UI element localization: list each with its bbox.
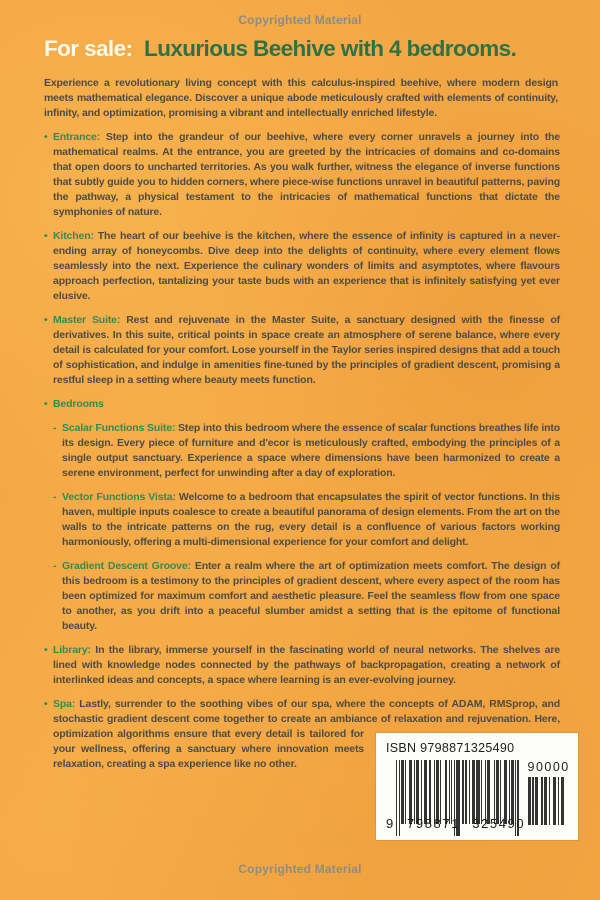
ean13-barcode-bars — [396, 760, 519, 824]
isbn-digits: 9 798871 325490 — [386, 816, 526, 831]
section-text: Lastly, surrender to the soothing vibes of our spa, where the concepts of ADAM, RMSprop, and stochastic gradient descent come together to create an ambiance of relaxation and rejuvenation. Here, — [53, 698, 560, 725]
section-text: In the library, immerse yourself in the fascinating world of neural networks. The shelves are lined with knowledge nodes connected by the pathways of backpropagation, creating a network of interlinked ideas and concepts, a space where learning is an ever-evolving journey. — [53, 644, 560, 686]
section-master-suite — [44, 313, 560, 388]
section-heading: Vector Functions Vista: — [62, 491, 176, 503]
title-main: Luxurious Beehive with 4 bedrooms. — [144, 36, 517, 61]
section-heading: Scalar Functions Suite: — [62, 422, 176, 434]
section-scalar-functions-suite — [53, 421, 560, 481]
intro-paragraph: Experience a revolutionary living concept with this calculus-inspired beehive, where modern design meets mathematical elegance. Discover a unique abode meticulously crafted with elements of continuity, infinity, and optimization, promising a vibrant and intellectually enriched lifestyle. — [44, 77, 558, 119]
section-gradient-descent-groove — [53, 559, 560, 634]
section-text: Welcome to a bedroom that encapsulates the spirit of vector functions. In this haven, multiple inputs coalesce to create a beautiful panorama of design elements. From the art on the walls to the intricate patterns on the rug, every detail is a confluence of various factors working harmoniously, offering a multi-dimensional experience for your comfort and delight. — [62, 491, 560, 548]
bullet-icon: • — [44, 230, 48, 242]
section-heading: Bedrooms — [53, 398, 104, 410]
dash-icon: - — [53, 491, 57, 503]
bullet-icon: • — [44, 644, 48, 656]
bullet-icon: • — [44, 398, 48, 410]
section-heading: Gradient Descent Groove: — [62, 560, 191, 572]
isbn-barcode-box — [376, 733, 578, 840]
copyright-banner-bottom: Copyrighted Material — [238, 862, 362, 876]
section-heading: Entrance: — [53, 131, 101, 143]
section-text: Step into the grandeur of our beehive, where every corner unravels a journey into the mathematical realms. At the entrance, you are greeted by the intricacies of domains and co-domains that open doors to uncharted territories. As you walk further, witness the elegance of inverse functions that subtly guide you to hidden corners, where piece-wise functions unravel in beautiful patterns, paving the pathway, a physical testament to the intricacies of mathematical functions that dictate the symphonies of nature. — [53, 131, 560, 218]
copyright-banner-top: Copyrighted Material — [238, 13, 362, 27]
section-text-continued: optimization algorithms ensure that every detail is tailored for your wellness, offering a sanctuary where innovation meets relaxation, creating a spa experience like no other. — [53, 728, 364, 770]
dash-icon: - — [53, 422, 57, 434]
section-bedrooms — [44, 397, 560, 412]
section-library — [44, 643, 560, 688]
page-title — [44, 36, 558, 62]
section-vector-functions-vista — [53, 490, 560, 550]
section-text: Enter a realm where the art of optimization meets comfort. The design of this bedroom is a testimony to the principles of gradient descent, where every aspect of the room has been optimized for maximum comfort and aesthetic pleasure. Feel the seamless flow from one space to another, as you drift into a peaceful slumber amidst a setting that is the epitome of functional beauty. — [62, 560, 560, 632]
section-spa — [44, 697, 570, 831]
section-heading: Master Suite: — [53, 314, 121, 326]
bullet-icon: • — [44, 131, 48, 143]
section-heading: Library: — [53, 644, 91, 656]
feature-list — [44, 130, 570, 831]
section-text: The heart of our beehive is the kitchen, where the essence of infinity is captured in a never-ending array of honeycombs. Dive deep into the delights of continuity, where every element flows seamlessly into the next. Experience the culinary wonders of limits and asymptotes, where flavours approach perfection, tantalizing your taste buds with an experience that is infinitely satisfying yet ever elusive. — [53, 230, 560, 302]
title-prefix: For sale: — [44, 36, 133, 61]
dash-icon: - — [53, 560, 57, 572]
section-entrance — [44, 130, 560, 220]
section-heading: Spa: — [53, 698, 76, 710]
section-text: Step into this bedroom where the essence of scalar functions breathes life into its design. Every piece of furniture and d'ecor is meticulously crafted, embodying the principles of a single output sanctuary. Experience a space where dimensions have been harmonized to create a serene environment, perfect for unwinding after a day of exploration. — [62, 422, 561, 479]
bullet-icon: • — [44, 314, 48, 326]
bullet-icon: • — [44, 698, 48, 710]
section-kitchen — [44, 229, 560, 304]
isbn-label: ISBN 9798871325490 — [386, 741, 515, 755]
section-heading: Kitchen: — [53, 230, 94, 242]
price-code: 90000 — [527, 760, 570, 774]
isbn-barcode-block — [376, 733, 578, 840]
section-text: Rest and rejuvenate in the Master Suite, a sanctuary designed with the finesse of derivatives. In this suite, critical points in space create an atmosphere of serene balance, where every detail is calculated for your comfort. Lose yourself in the Taylor series inspired designs that add a touch of sophistication, and indulge in amenities fine-tuned by the principles of gradient descent, promising a restful sleep in a setting where beauty meets function. — [53, 314, 561, 386]
